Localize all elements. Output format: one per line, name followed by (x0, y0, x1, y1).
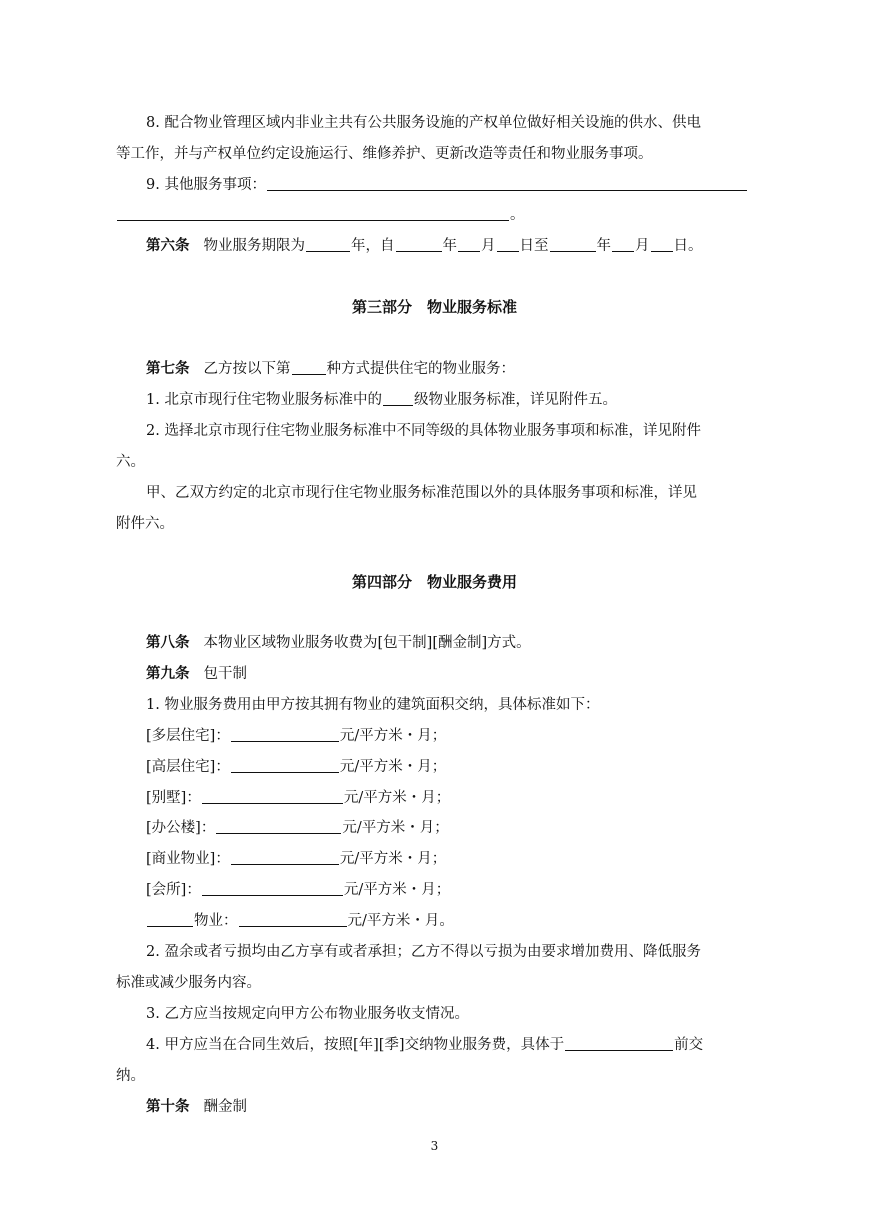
end-day-blank[interactable] (651, 236, 673, 252)
item9-end: 。 (510, 207, 525, 223)
article-6-text-6: 年 (596, 238, 611, 254)
fee-other-blank[interactable] (239, 911, 347, 927)
article-8-label: 第八条 (146, 635, 190, 651)
fee-label-commercial: [商业物业]： (146, 851, 230, 867)
article-7 (146, 359, 515, 379)
section-3-heading: 第三部分 物业服务标准 (351, 298, 517, 316)
item8-line2: 等工作，并与产权单位约定设施运行、维修养护、更新改造等责任和物业服务事项。 (116, 146, 653, 162)
item8-line1: 8. 配合物业管理区域内非业主共有公共服务设施的产权单位做好相关设施的供水、供电 (146, 115, 701, 131)
article-9-text: 包干制 (203, 666, 247, 682)
service-level-blank[interactable] (383, 390, 413, 406)
option-1 (146, 390, 617, 410)
extra-standard-line2: 附件六。 (116, 516, 174, 532)
fee-row-high-rise (146, 757, 446, 777)
fee-unit: 元/平方米・月； (342, 820, 449, 836)
fee-row-villa (146, 788, 450, 808)
fee-label-other: 物业： (194, 913, 238, 929)
article-10 (146, 1097, 247, 1117)
end-year-blank[interactable] (550, 236, 596, 252)
fee-label-club: [会所]： (146, 882, 201, 898)
page-number: 3 (430, 1139, 439, 1153)
start-month-blank[interactable] (458, 236, 480, 252)
item9-blank[interactable] (267, 175, 747, 191)
fee-item-4 (146, 1035, 703, 1055)
start-day-blank[interactable] (497, 236, 519, 252)
article-6 (146, 236, 703, 256)
article-6-text-1: 物业服务期限为 (203, 238, 305, 254)
fee-high-blank[interactable] (231, 757, 339, 773)
article-10-text: 酬金制 (203, 1099, 247, 1115)
payment-date-blank[interactable] (565, 1035, 673, 1051)
fee-office-blank[interactable] (216, 818, 341, 834)
section-4-heading: 第四部分 物业服务费用 (351, 573, 517, 591)
fee-label-high: [高层住宅]： (146, 759, 230, 775)
article-6-text-5: 日至 (519, 238, 549, 254)
fee-unit: 元/平方米・月； (343, 790, 451, 806)
fee-multi-blank[interactable] (231, 726, 339, 742)
fee-unit: 元/平方米・月； (339, 728, 447, 744)
fee-row-office (146, 818, 449, 838)
option-2-line2: 六。 (116, 454, 145, 470)
fee-item-2-line1: 2. 盈余或者亏损均由乙方享有或者承担；乙方不得以亏损为由要求增加费用、降低服务 (146, 944, 701, 960)
fee-row-other (146, 911, 454, 931)
article-7-text-1: 乙方按以下第 (203, 361, 291, 377)
article-10-label: 第十条 (146, 1099, 190, 1115)
option-1-text-b: 级物业服务标准，详见附件五。 (413, 392, 617, 408)
article-7-text-2: 种方式提供住宅的物业服务： (326, 361, 515, 377)
fee-item-3: 3. 乙方应当按规定向甲方公布物业服务收支情况。 (146, 1006, 469, 1022)
item9-blank-2[interactable] (117, 205, 509, 221)
fee-item-4-text-b: 前交 (674, 1037, 704, 1053)
item9-line (146, 175, 748, 195)
article-9-label: 第九条 (146, 666, 190, 682)
fee-unit: 元/平方米・月； (339, 759, 447, 775)
fee-row-club (146, 880, 450, 900)
fee-item-4-text-a: 4. 甲方应当在合同生效后，按照[年][季]交纳物业服务费，具体于 (146, 1037, 565, 1053)
option-1-text-a: 1. 北京市现行住宅物业服务标准中的 (146, 392, 382, 408)
article-7-label: 第七条 (146, 361, 190, 377)
article-9 (146, 664, 247, 684)
article-6-label: 第六条 (146, 238, 190, 254)
fee-label-villa: [别墅]： (146, 790, 201, 806)
article-6-text-3: 年 (442, 238, 457, 254)
article-8-text: 本物业区域物业服务收费为[包干制][酬金制]方式。 (203, 635, 531, 651)
article-6-text-7: 月 (635, 238, 650, 254)
fee-item-2-line2: 标准或减少服务内容。 (116, 975, 261, 991)
start-year-blank[interactable] (396, 236, 442, 252)
service-method-blank[interactable] (292, 359, 326, 375)
fee-item-4-line2: 纳。 (116, 1068, 145, 1084)
fee-label-multi: [多层住宅]： (146, 728, 230, 744)
fee-unit: 元/平方米・月； (343, 882, 451, 898)
fee-item-1: 1. 物业服务费用由甲方按其拥有物业的建筑面积交纳，具体标准如下： (146, 697, 600, 713)
other-property-type-blank[interactable] (147, 911, 193, 927)
item9-label: 9. 其他服务事项： (146, 177, 266, 193)
fee-row-multi-storey (146, 726, 446, 746)
article-6-text-8: 日。 (673, 238, 703, 254)
fee-club-blank[interactable] (202, 880, 343, 896)
fee-row-commercial (146, 849, 446, 869)
article-8 (146, 633, 531, 653)
fee-commercial-blank[interactable] (231, 849, 339, 865)
article-6-text-4: 月 (481, 238, 496, 254)
term-years-blank[interactable] (306, 236, 350, 252)
extra-standard-line1: 甲、乙双方约定的北京市现行住宅物业服务标准范围以外的具体服务事项和标准，详见 (146, 485, 697, 501)
item9-line2 (116, 205, 525, 225)
fee-label-office: [办公楼]： (146, 820, 216, 836)
article-6-text-2: 年，自 (351, 238, 395, 254)
fee-villa-blank[interactable] (202, 788, 343, 804)
fee-unit-last: 元/平方米・月。 (347, 913, 454, 929)
end-month-blank[interactable] (612, 236, 634, 252)
fee-unit: 元/平方米・月； (339, 851, 447, 867)
option-2-line1: 2. 选择北京市现行住宅物业服务标准中不同等级的具体物业服务事项和标准，详见附件 (146, 423, 701, 439)
